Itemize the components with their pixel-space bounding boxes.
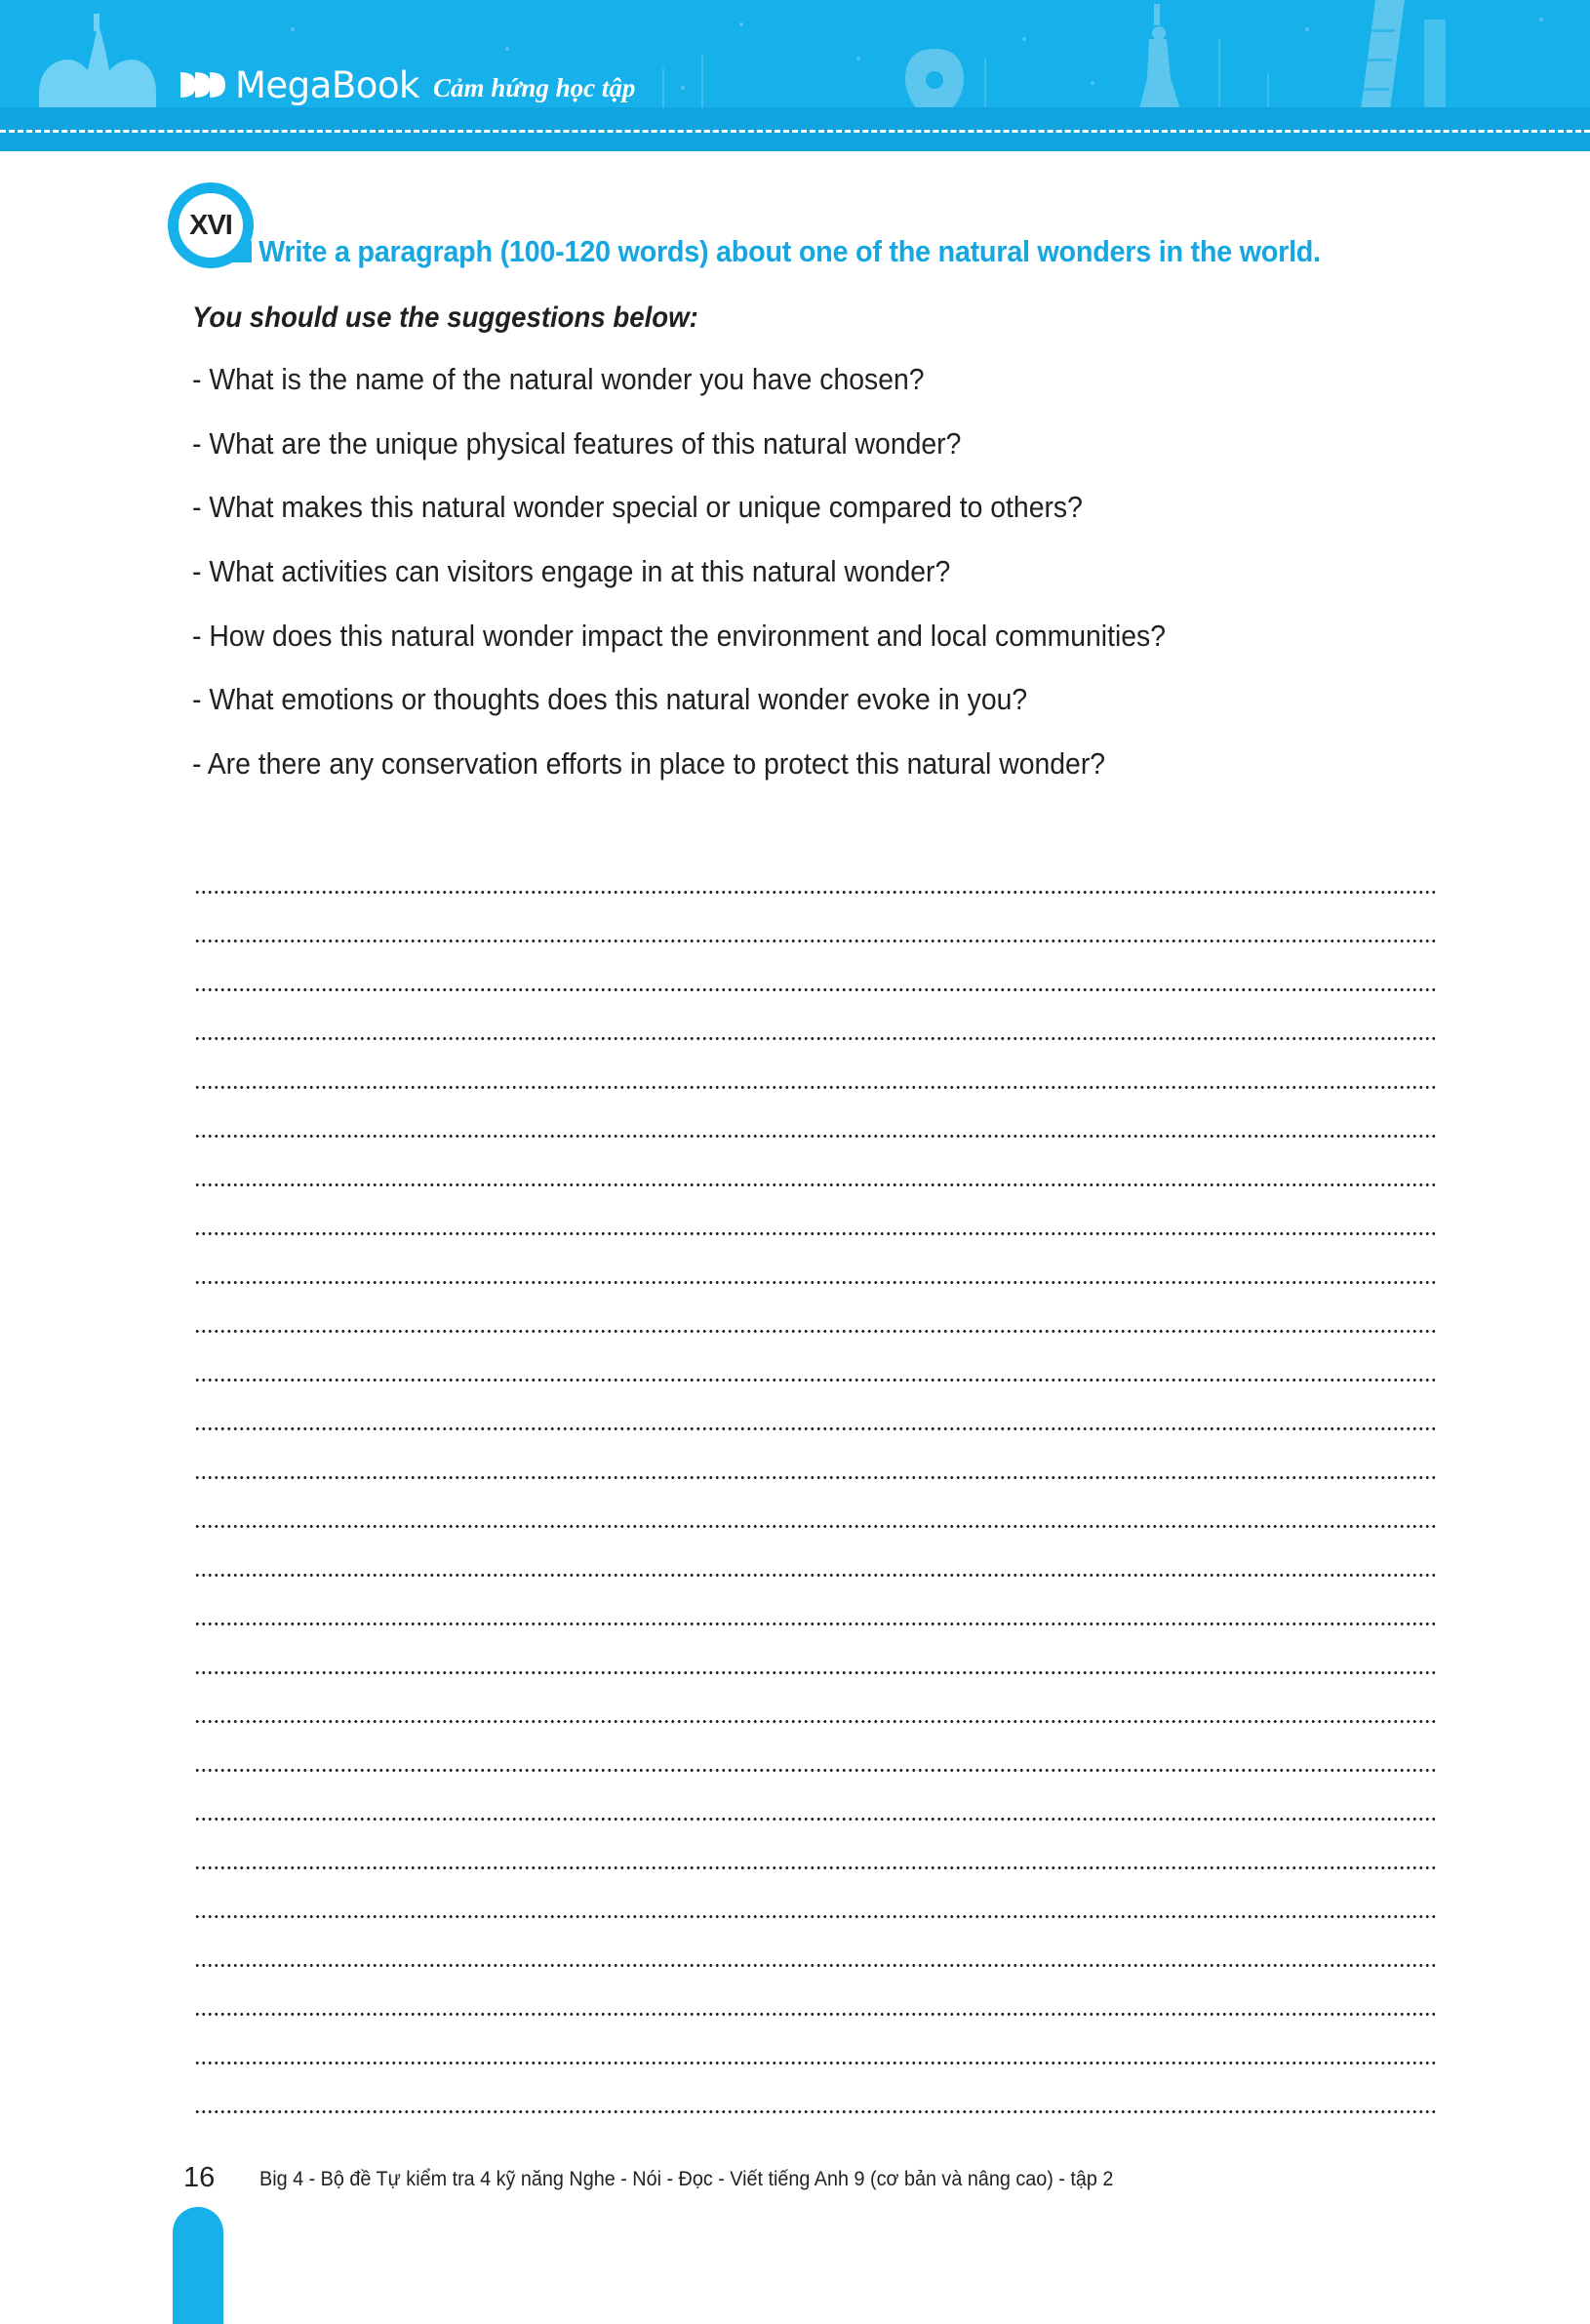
badge-ring xyxy=(168,182,254,268)
suggestion-item: - What are the unique physical features of this natural wonder? xyxy=(192,426,962,461)
writing-line[interactable] xyxy=(194,2016,1436,2064)
writing-line[interactable] xyxy=(194,1772,1436,1821)
page-header xyxy=(0,0,1590,151)
exercise-number: XVI xyxy=(189,209,232,241)
suggestion-item: - What activities can visitors engage in at this natural wonder? xyxy=(192,555,951,589)
suggestion-item: - What is the name of the natural wonder you have chosen? xyxy=(192,363,925,396)
writing-line[interactable] xyxy=(194,1430,1436,1479)
writing-line[interactable] xyxy=(194,845,1436,894)
writing-line[interactable] xyxy=(194,2064,1436,2113)
writing-line[interactable] xyxy=(194,1918,1436,1967)
writing-line[interactable] xyxy=(194,1625,1436,1674)
exercise-instruction: Write a paragraph (100-120 words) about one of the natural wonders in the world. xyxy=(258,234,1321,268)
writing-line[interactable] xyxy=(194,1528,1436,1577)
writing-line[interactable] xyxy=(194,1138,1436,1186)
suggestion-list xyxy=(192,363,1239,812)
writing-line[interactable] xyxy=(194,1577,1436,1625)
megabook-logo-icon xyxy=(179,70,227,100)
page-number: 16 xyxy=(183,2162,216,2193)
suggestions-heading: You should use the suggestions below: xyxy=(192,301,698,334)
exercise-number-badge xyxy=(168,182,254,268)
suggestion-item: - Are there any conservation efforts in place to protect this natural wonder? xyxy=(192,747,1106,781)
writing-line[interactable] xyxy=(194,1821,1436,1869)
writing-line[interactable] xyxy=(194,1967,1436,2016)
page-tab-marker xyxy=(173,2207,223,2324)
writing-line[interactable] xyxy=(194,1089,1436,1138)
book-title: Big 4 - Bộ đề Tự kiểm tra 4 kỹ năng Nghe - Nói - Đọc - Viết tiếng Anh 9 (cơ bản và nâng cao) - tập 2 xyxy=(259,2167,1114,2190)
writing-line[interactable] xyxy=(194,942,1436,991)
writing-line[interactable] xyxy=(194,1235,1436,1284)
writing-line[interactable] xyxy=(194,1284,1436,1333)
writing-line[interactable] xyxy=(194,991,1436,1040)
writing-line[interactable] xyxy=(194,894,1436,942)
suggestion-item: - How does this natural wonder impact the environment and local communities? xyxy=(192,619,1167,653)
suggestion-item: - What makes this natural wonder special or unique compared to others? xyxy=(192,491,1083,525)
writing-line[interactable] xyxy=(194,1479,1436,1528)
writing-line[interactable] xyxy=(194,1186,1436,1235)
writing-line[interactable] xyxy=(194,1040,1436,1089)
writing-line[interactable] xyxy=(194,1869,1436,1918)
header-dashed-divider xyxy=(0,130,1590,133)
writing-line[interactable] xyxy=(194,1333,1436,1382)
brand-tagline: Cảm hứng học tập xyxy=(432,72,636,102)
writing-line[interactable] xyxy=(194,1674,1436,1723)
writing-area[interactable] xyxy=(194,845,1436,2113)
writing-line[interactable] xyxy=(194,1382,1436,1430)
suggestion-item: - What emotions or thoughts does this natural wonder evoke in you? xyxy=(192,683,1028,717)
brand xyxy=(179,60,635,109)
writing-line[interactable] xyxy=(194,1723,1436,1772)
brand-name: MegaBook xyxy=(235,63,419,106)
